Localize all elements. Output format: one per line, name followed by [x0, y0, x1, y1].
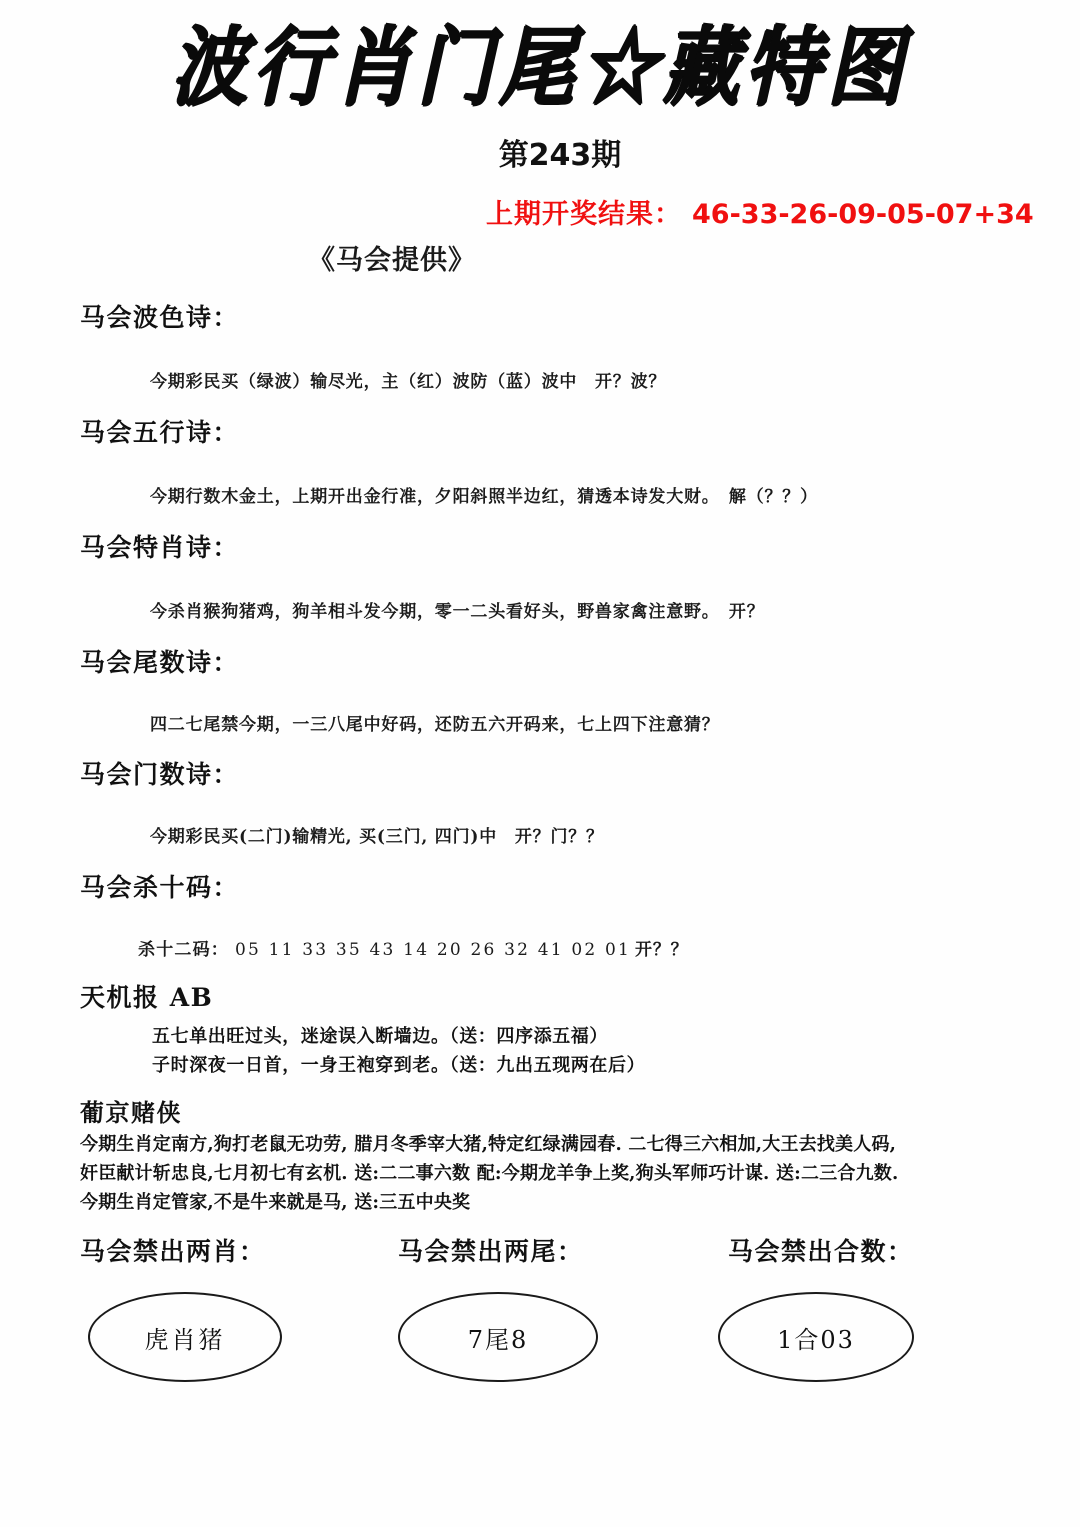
tianjibao-line-1: 五七单出旺过头，迷途误入断墙边。（送：四序添五福） — [152, 1026, 608, 1047]
section-heading-tianjibao: 天机报 AB — [80, 983, 214, 1012]
page-title: 波行肖门尾☆藏特图 — [171, 17, 909, 118]
forbidden-zodiac-label: 马会禁出两肖： — [80, 1237, 266, 1266]
section-heading-weishu: 马会尾数诗： — [80, 648, 240, 677]
forbidden-zodiac-oval — [88, 1292, 282, 1382]
section-body-bose: 今期彩民买（绿波）输尽光，主（红）波防（蓝）波中 开？波？ — [150, 372, 667, 392]
last-draw-numbers: 46-33-26-09-05-07+34 — [692, 199, 1034, 230]
pujingduxia-line-1: 今期生肖定南方,狗打老鼠无功劳, 腊月冬季宰大猪,特定红绿满园春. 二七得三六相加,大王去找美人码, — [80, 1134, 897, 1155]
section-heading-texiao: 马会特肖诗： — [80, 533, 240, 562]
forbidden-sum-oval — [718, 1292, 914, 1382]
forbidden-sum-label: 马会禁出合数： — [728, 1237, 914, 1266]
last-draw-result — [486, 192, 1034, 231]
forbidden-zodiac-value: 虎肖猪 — [144, 1325, 226, 1354]
forbidden-tail-label: 马会禁出两尾： — [398, 1237, 584, 1266]
section-heading-menshu: 马会门数诗： — [80, 760, 240, 789]
section-body-weishu: 四二七尾禁今期，一三八尾中好码，还防五六开码来，七上四下注意猜？ — [150, 715, 720, 735]
tianjibao-line-2: 子时深夜一日首，一身王袍穿到老。（送：九出五现两在后） — [152, 1055, 646, 1076]
provider-heading: 《马会提供》 — [308, 245, 476, 276]
masthead — [0, 17, 1080, 118]
section-body-wuxing: 今期行数木金土，上期开出金行准，夕阳斜照半边红，猜透本诗发大财。 解（？？） — [150, 487, 818, 507]
section-body-shama — [138, 935, 688, 960]
kill-codes-label: 杀十二码： — [138, 940, 229, 960]
issue-number: 第243期 — [498, 138, 622, 173]
section-heading-bose: 马会波色诗： — [80, 303, 240, 332]
kill-codes-tail: 开？？ — [635, 940, 689, 960]
forbidden-tail-value: 7尾8 — [467, 1325, 529, 1354]
section-body-texiao: 今杀肖猴狗猪鸡，狗羊相斗发今期，零一二头看好头，野兽家禽注意野。 开？ — [150, 602, 765, 622]
pujingduxia-line-2: 奸臣献计斩忠良,七月初七有玄机. 送:二二事六数 配:今期龙羊争上奖,狗头军师巧计谋. 送:二三合九数. — [80, 1163, 899, 1184]
section-heading-shama: 马会杀十码： — [80, 873, 240, 902]
kill-codes-numbers: 05 11 33 35 43 14 20 26 32 41 02 01 — [235, 940, 632, 960]
forbidden-tail-oval — [398, 1292, 598, 1382]
forbidden-sum-value: 1合03 — [777, 1325, 855, 1354]
section-heading-wuxing: 马会五行诗： — [80, 418, 240, 447]
last-draw-label: 上期开奖结果： — [486, 199, 682, 230]
section-body-menshu: 今期彩民买(二门)输精光, 买(三门, 四门)中 开？门？？ — [150, 827, 604, 847]
section-heading-pujingduxia: 葡京赌侠 — [80, 1098, 182, 1127]
pujingduxia-line-3: 今期生肖定管家,不是牛来就是马, 送:三五中央奖 — [80, 1192, 471, 1213]
